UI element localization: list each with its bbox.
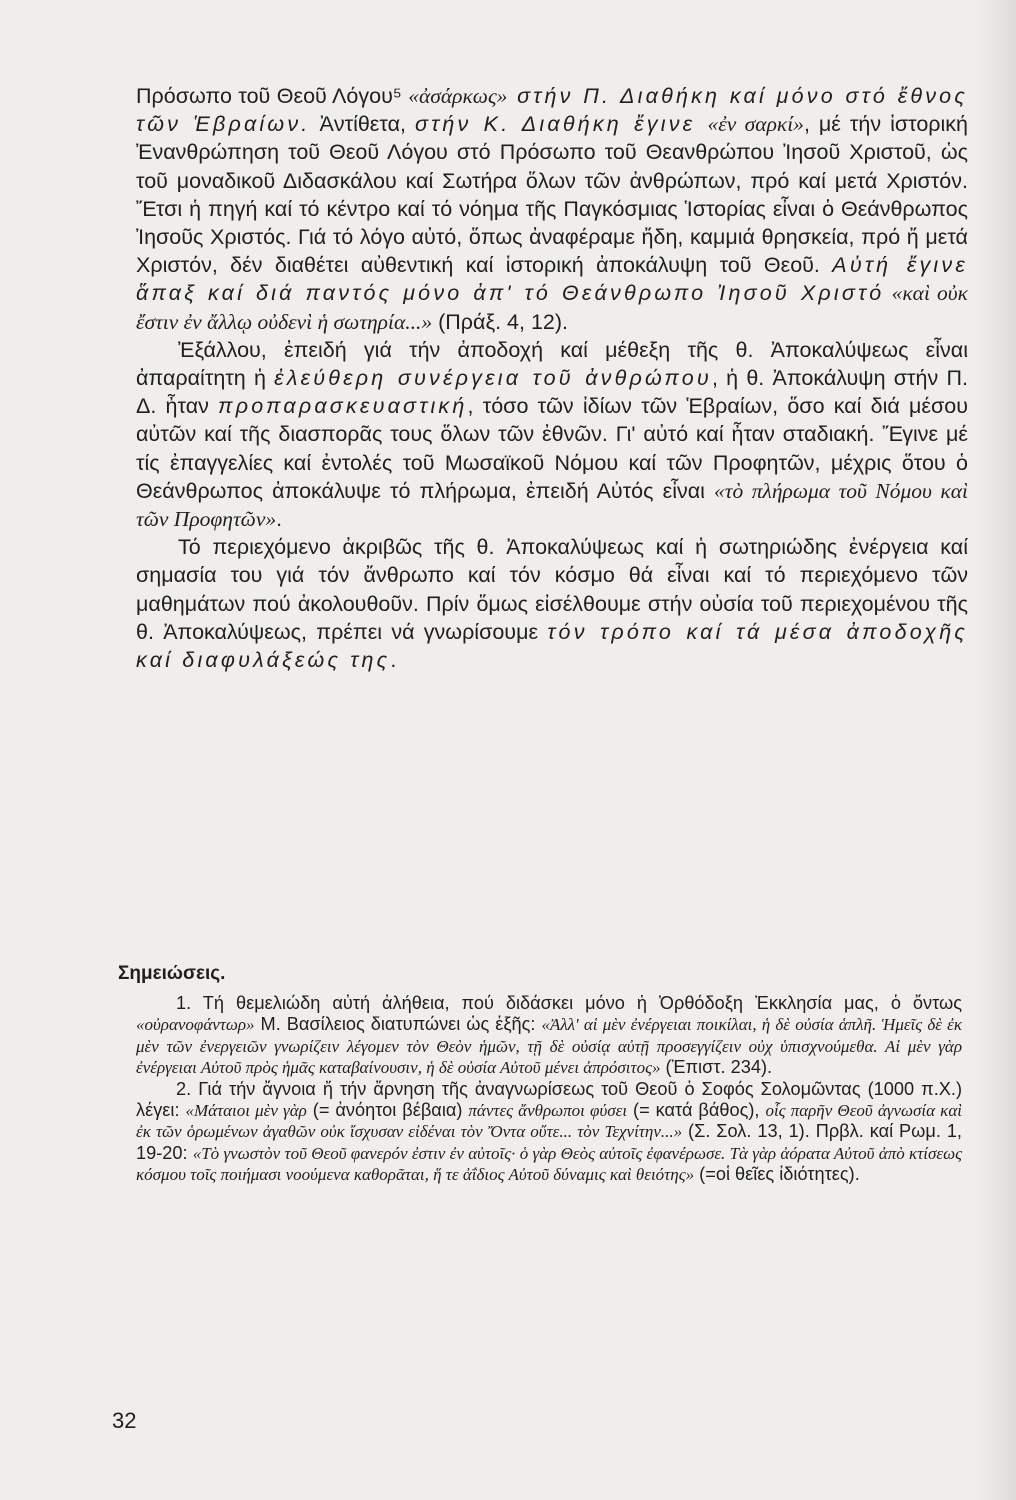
spaced-emphasis: προπαρασκευαστική	[218, 394, 468, 419]
quote: πάντες ἄνθρωποι φύσει	[468, 1101, 628, 1121]
paragraph-3	[136, 533, 968, 674]
footnote-1	[136, 993, 962, 1079]
spaced-emphasis: ἐλεύθερη συνέργεια τοῦ ἀνθρώπου	[274, 366, 712, 391]
page-number: 32	[112, 1408, 137, 1433]
spaced-emphasis: Αὐτή ἔγινε ἅπαξ καί διά παντός μόνο ἀπ' τό Θεάνθρωπο Ἰησοῦ Χριστό	[136, 253, 968, 306]
text-run: , ἡ θ. Ἀποκάλυψη στήν Π. Δ. ἦταν	[136, 366, 968, 419]
page-edge-shadow	[976, 0, 1016, 1500]
spaced-emphasis: στήν Κ. Διαθήκη ἔγινε	[414, 112, 708, 137]
text-run: (= ἀνόητοι βέβαια)	[306, 1100, 469, 1121]
quote: «Μάταιοι μὲν γὰρ	[185, 1101, 307, 1121]
text-run: (Πράξ. 4, 12).	[432, 309, 568, 334]
text-run: Ἐξάλλου, ἐπειδή γιά τήν ἀποδοχή καί μέθεξη τῆς θ. Ἀποκαλύψεως εἶναι ἀπαραίτητη ἡ	[136, 337, 968, 391]
quote: «ἀσάρκως»	[408, 84, 508, 108]
quote: «Ἀλλ' αἱ μὲν ἐνέργειαι ποικίλαι, ἡ δὲ οὐσία ἁπλῆ. Ἡμεῖς δὲ ἐκ μὲν τῶν ἐνεργειῶν γνωρίζειν λέγομεν τὸν Θεὸν ἡμῶν, τῇ δὲ οὐσίᾳ αὐτῇ προσεγγίζειν οὐχ ὑπισχνούμεθα. Αἱ μὲν γὰρ ἐνέργειαι Αὐτοῦ πρὸς ἡμᾶς καταβαίνουσιν, ἡ δὲ οὐσία Αὐτοῦ μένει ἀπρόσιτος»	[136, 1015, 963, 1078]
paragraph-1	[136, 82, 968, 336]
quote: «Τὸ γνωστὸν τοῦ Θεοῦ φανερόν ἐστιν ἐν αὐτοῖς· ὁ γὰρ Θεὸς αὐτοῖς ἐφανέρωσε. Τὰ γὰρ ἀόρατα Αὐτοῦ ἀπὸ κτίσεως κόσμου τοῖς ποιήμασι νοούμενα καθορᾶται, ἥ τε ἀΐδιος Αὐτοῦ δύναμις καὶ θειότης»	[136, 1143, 962, 1185]
quote: «οὐρανοφάντωρ»	[136, 1015, 255, 1035]
text-run: , τόσο τῶν ἰδίων τῶν Ἑβραίων, ὅσο καί διά μέσου αὐτῶν καί τῆς διασπορᾶς τους ὅλων τῶν ἐθνῶν. Γι' αὐτό καί ἦταν σταδιακή. Ἔγινε μέ τίς ἐπαγγελίες καί ἐντολές τοῦ Μωσαϊκοῦ Νόμου καί τῶν Προφητῶν, μέχρις ὅτου ὁ Θεάνθρωπος ἀποκάλυψε τό πλήρωμα, ἐπειδή Αὐτός εἶναι	[136, 394, 968, 503]
text-run: , μέ τήν ἱστορική Ἐνανθρώπηση τοῦ Θεοῦ Λόγου στό Πρόσωπο τοῦ Θεανθρώπου Ἰησοῦ Χριστοῦ, ὡς τοῦ μοναδικοῦ Διδασκάλου καί Σωτήρα ὅλων τῶν ἀνθρώπων, πρό καί μετά Χριστόν. Ἔτσι ἡ πηγή καί τό κέντρο καί τό νόημα τῆς Παγκόσμιας Ἱστορίας εἶναι ὁ Θεάνθρωπος Ἰησοῦς Χριστός. Γιά τό λόγο αὐτό, ὅπως ἀναφέραμε ἤδη, καμμιά θρησκεία, πρό ἤ μετά Χριστόν, δέν διαθέτει αὐθεντική καί ἱστορική ἀποκάλυψη τοῦ Θεοῦ.	[136, 112, 968, 278]
quote: οἷς παρῆν Θεοῦ ἀγνωσία καὶ ἐκ τῶν ὁρωμένων ἀγαθῶν οὐκ ἴσχυσαν εἰδέναι τὸν Ὄντα οὔτε... τὸν Τεχνίτην...»	[136, 1101, 962, 1142]
footnote-2	[136, 1079, 962, 1186]
text-run: .	[390, 648, 397, 673]
paragraph-2	[136, 336, 968, 533]
text-run: 2. Γιά τήν ἄγνοια ἤ τήν ἄρνηση τῆς ἀναγνωρίσεως τοῦ Θεοῦ ὁ Σοφός Σολομῶντας (1000 π.Χ.) λέγει:	[136, 1078, 962, 1121]
text-run: (= κατά βάθος),	[627, 1100, 766, 1121]
spaced-emphasis: τόν τρόπο καί τά μέσα ἀποδοχῆς καί διαφυλάξεώς της	[136, 619, 968, 673]
text-run: Μ. Βασίλειος διατυπώνει ὡς ἑξῆς:	[254, 1014, 542, 1035]
footnotes	[136, 993, 962, 1186]
text-run: Ἀντίθετα,	[310, 112, 415, 137]
text-run: Πρόσωπο τοῦ Θεοῦ Λόγου⁵	[136, 84, 409, 108]
main-text	[136, 82, 968, 674]
notes-heading: Σημειώσεις.	[118, 963, 226, 984]
quote: «τὸ πλήρωμα τοῦ Νόμου καὶ τῶν Προφητῶν»	[136, 478, 968, 532]
text-run: (=οἱ θεῖες ἰδιότητες).	[694, 1164, 860, 1185]
text-run: Τό περιεχόμενο ἀκριβῶς τῆς θ. Ἀποκαλύψεως καί ἡ σωτηριώδης ἐνέργεια καί σημασία του γιά τόν ἄνθρωπο καί τόν κόσμο θά εἶναι καί τό περιεχόμενο τῶν μαθημάτων πού ἀκολουθοῦν. Πρίν ὅμως εἰσέλθουμε στήν οὐσία τοῦ περιεχομένου τῆς θ. Ἀποκαλύψεως, πρέπει νά γνωρίσουμε	[136, 535, 968, 644]
text-run: (Ἐπιστ. 234).	[660, 1057, 773, 1078]
text-run: (Σ. Σολ. 13, 1). Πρβλ. καί Ρωμ. 1, 19-20:	[136, 1121, 962, 1163]
quote: «ἐν σαρκί»	[707, 112, 804, 137]
text-run: 1. Τή θεμελιώδη αὐτή ἀλήθεια, πού διδάσκει μόνο ἡ Ὀρθόδοξη Ἐκκλησία μας, ὁ ὄντως	[176, 993, 962, 1013]
spaced-emphasis: στήν Π. Διαθήκη καί μόνο στό ἔθνος τῶν Ἑβραίων.	[136, 84, 968, 137]
quote: «καὶ οὐκ ἔστιν ἐν ἄλλῳ οὐδενὶ ἡ σωτηρία...»	[136, 281, 968, 334]
text-run: .	[276, 507, 283, 532]
